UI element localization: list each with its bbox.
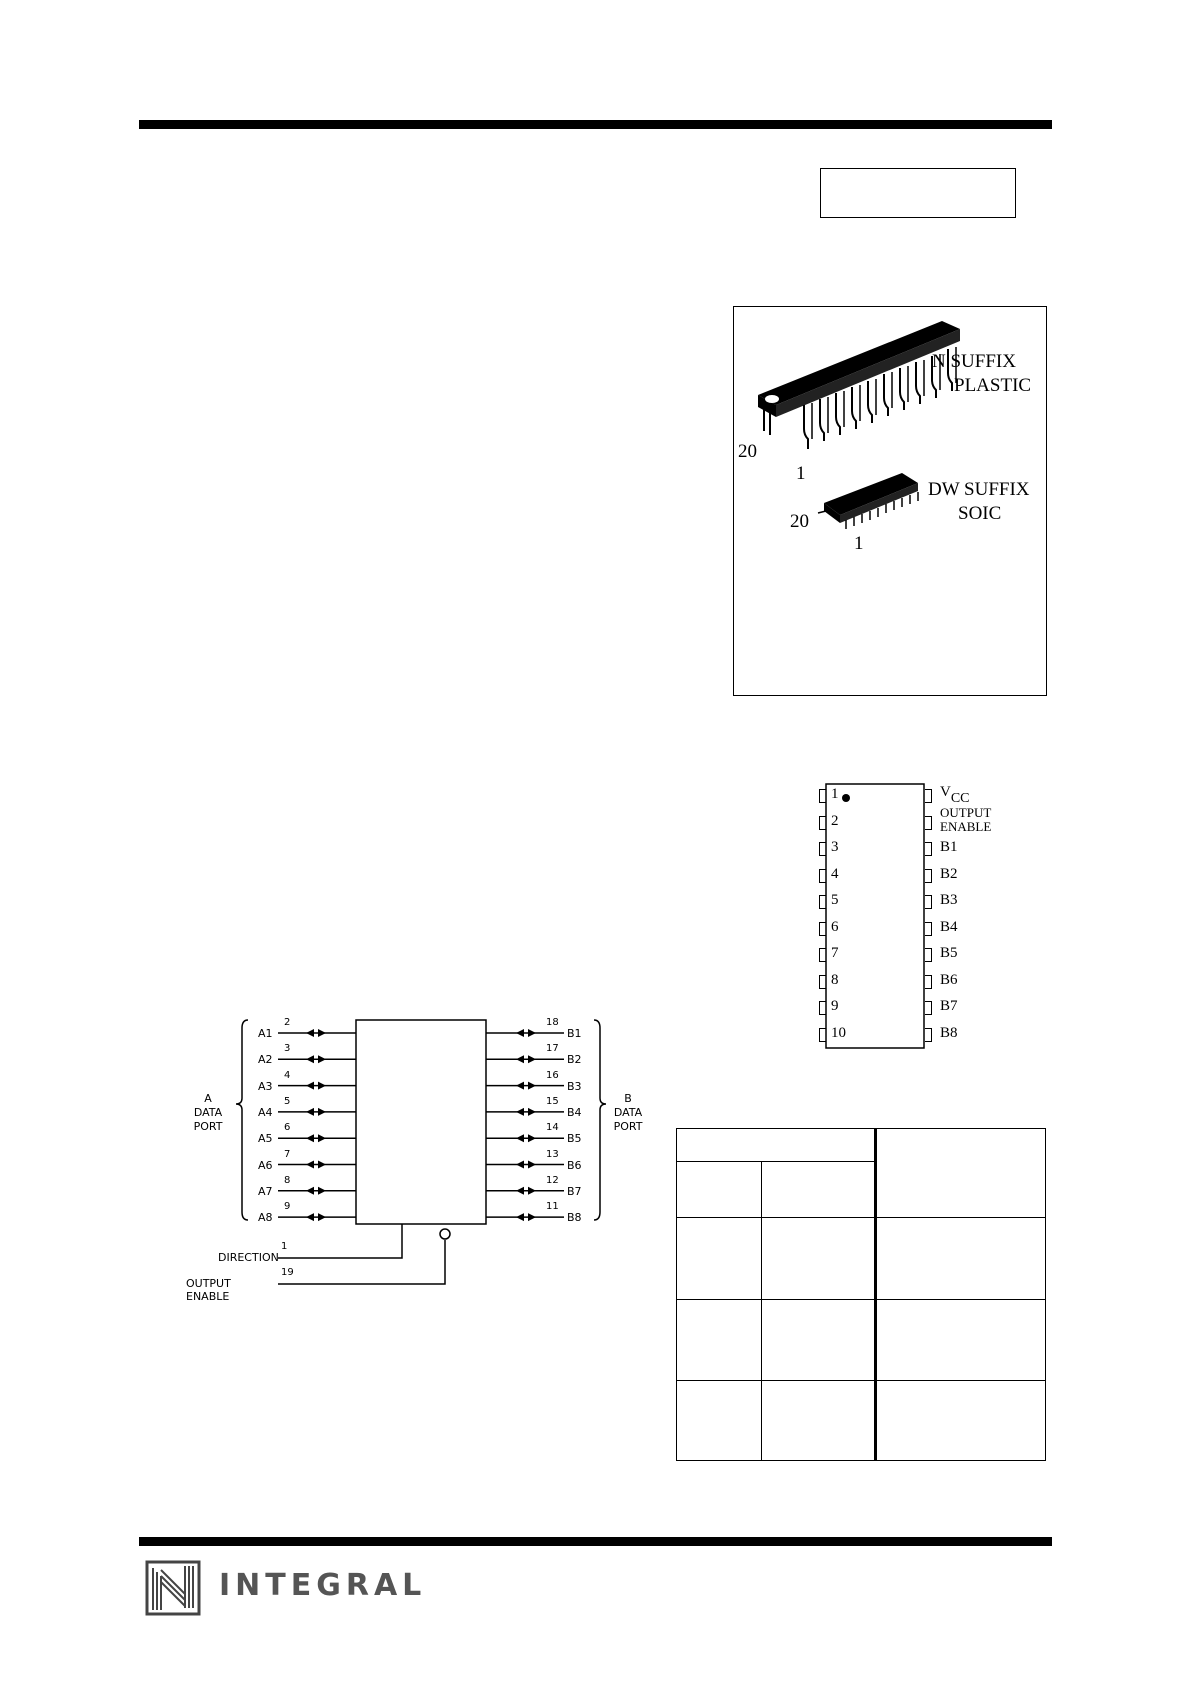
logic-a-pin-name: A2 xyxy=(258,1053,273,1067)
function-table-cell xyxy=(762,1300,876,1380)
function-table-cell xyxy=(762,1218,876,1300)
logic-a-pin-name: A4 xyxy=(258,1105,273,1119)
a-port-line-3: PORT xyxy=(193,1120,223,1133)
pinout-left-pin-number: 6 xyxy=(831,918,839,935)
dip-pin-20-label: 20 xyxy=(738,441,757,462)
b-port-line-2: DATA xyxy=(613,1106,643,1119)
logic-a-pin-name: A7 xyxy=(258,1184,273,1198)
logic-b-pin-name: B5 xyxy=(567,1132,582,1146)
bottom-rule xyxy=(139,1537,1052,1546)
n-material-label: PLASTIC xyxy=(954,375,1032,396)
direction-label: DIRECTION xyxy=(218,1251,279,1264)
logic-b-pin-name: B4 xyxy=(567,1105,582,1119)
logic-b-pin-name: B3 xyxy=(567,1079,582,1093)
soic-pin-20-label: 20 xyxy=(790,511,809,532)
pinout-right-pin-name: B3 xyxy=(940,892,958,908)
output-enable-pin-number: 19 xyxy=(281,1267,294,1278)
function-table-subheader-1 xyxy=(677,1162,762,1218)
pinout-left-pin-number: 7 xyxy=(831,945,839,961)
logic-b-pin-name: B2 xyxy=(567,1053,582,1067)
pinout-left-pin-number: 5 xyxy=(831,892,839,908)
logic-a-pin-number: 9 xyxy=(284,1201,291,1213)
logic-b-pin-number: 18 xyxy=(546,1017,559,1028)
logic-a-pin-name: A8 xyxy=(258,1211,273,1225)
n-suffix-label: N SUFFIX xyxy=(932,351,1016,372)
logic-a-pin-name: A6 xyxy=(258,1158,273,1172)
logic-b-pin-number: 16 xyxy=(546,1069,559,1081)
dip-pin-1-label: 1 xyxy=(796,463,806,484)
logic-a-pin-number: 5 xyxy=(284,1095,291,1107)
pinout-left-pin-number: 10 xyxy=(831,1024,846,1041)
logic-a-pin-number: 3 xyxy=(284,1043,291,1055)
pinout-left-pin-number: 1 xyxy=(831,786,839,802)
logic-b-pin-number: 12 xyxy=(546,1174,559,1186)
logic-b-pin-name: B8 xyxy=(567,1211,582,1225)
function-table-inputs-header xyxy=(677,1129,876,1162)
logic-a-pin-number: 7 xyxy=(284,1148,291,1160)
function-table-cell xyxy=(677,1380,762,1460)
function-table-cell xyxy=(677,1218,762,1300)
pinout-right-pin-name: OUTPUT ENABLE xyxy=(940,804,992,834)
function-table-operation-header xyxy=(876,1129,1046,1218)
pinout-right-pin-name: B4 xyxy=(940,918,958,935)
logic-b-pin-number: 13 xyxy=(546,1148,559,1160)
pinout-right-pin-name: B5 xyxy=(940,945,958,961)
function-table-subheader-2 xyxy=(762,1162,876,1218)
footer-brand: INTEGRAL xyxy=(219,1568,427,1603)
output-enable-label: OUTPUT ENABLE xyxy=(186,1277,231,1303)
pinout-left-pin-number: 2 xyxy=(831,812,839,829)
logic-b-pin-name: B7 xyxy=(567,1184,582,1198)
soic-pin-1-label: 1 xyxy=(854,533,864,554)
pinout-left-pin-number: 4 xyxy=(831,865,839,882)
logic-b-pin-number: 17 xyxy=(546,1043,559,1055)
pinout-right-pin-name: VCC xyxy=(940,784,970,806)
pinout-right-pin-name: B2 xyxy=(940,865,958,882)
pinout-left-pin-number: 3 xyxy=(831,839,839,855)
pinout-right-pin-name: B6 xyxy=(940,971,958,988)
b-port-line-1: B xyxy=(624,1092,632,1105)
b-port-line-3: PORT xyxy=(613,1120,643,1133)
function-table-cell xyxy=(876,1218,1046,1300)
pinout-right-pin-name: B8 xyxy=(940,1024,958,1041)
logic-a-pin-name: A5 xyxy=(258,1132,273,1146)
dw-suffix-label: DW SUFFIX xyxy=(928,479,1030,500)
logic-a-pin-number: 8 xyxy=(284,1174,291,1186)
logic-a-pin-name: A1 xyxy=(258,1027,273,1040)
a-port-line-1: A xyxy=(204,1092,212,1105)
function-table-cell xyxy=(876,1380,1046,1460)
function-table-cell xyxy=(876,1300,1046,1380)
function-table xyxy=(676,1128,1046,1461)
b-port-label xyxy=(606,1092,650,1134)
a-port-line-2: DATA xyxy=(193,1106,223,1119)
logic-a-pin-number: 2 xyxy=(284,1017,291,1028)
pinout-left-pin-number: 8 xyxy=(831,971,839,988)
integral-logo-icon xyxy=(145,1560,201,1616)
logic-a-pin-number: 6 xyxy=(284,1122,291,1134)
a-port-label xyxy=(186,1092,230,1134)
pinout-right-pin-name: B7 xyxy=(940,998,958,1014)
logic-b-pin-number: 15 xyxy=(546,1095,559,1107)
function-table-cell xyxy=(762,1380,876,1460)
logic-a-pin-name: A3 xyxy=(258,1079,273,1093)
pinout-right-pin-name: B1 xyxy=(940,839,958,855)
logic-b-pin-number: 14 xyxy=(546,1122,559,1134)
logic-b-pin-name: B6 xyxy=(567,1158,582,1172)
direction-pin-number: 1 xyxy=(281,1241,288,1252)
logic-a-pin-number: 4 xyxy=(284,1069,291,1081)
dw-material-label: SOIC xyxy=(958,503,1002,524)
logic-b-pin-name: B1 xyxy=(567,1027,582,1040)
pinout-left-pin-number: 9 xyxy=(831,998,839,1014)
function-table-cell xyxy=(677,1300,762,1380)
logic-b-pin-number: 11 xyxy=(546,1201,559,1213)
